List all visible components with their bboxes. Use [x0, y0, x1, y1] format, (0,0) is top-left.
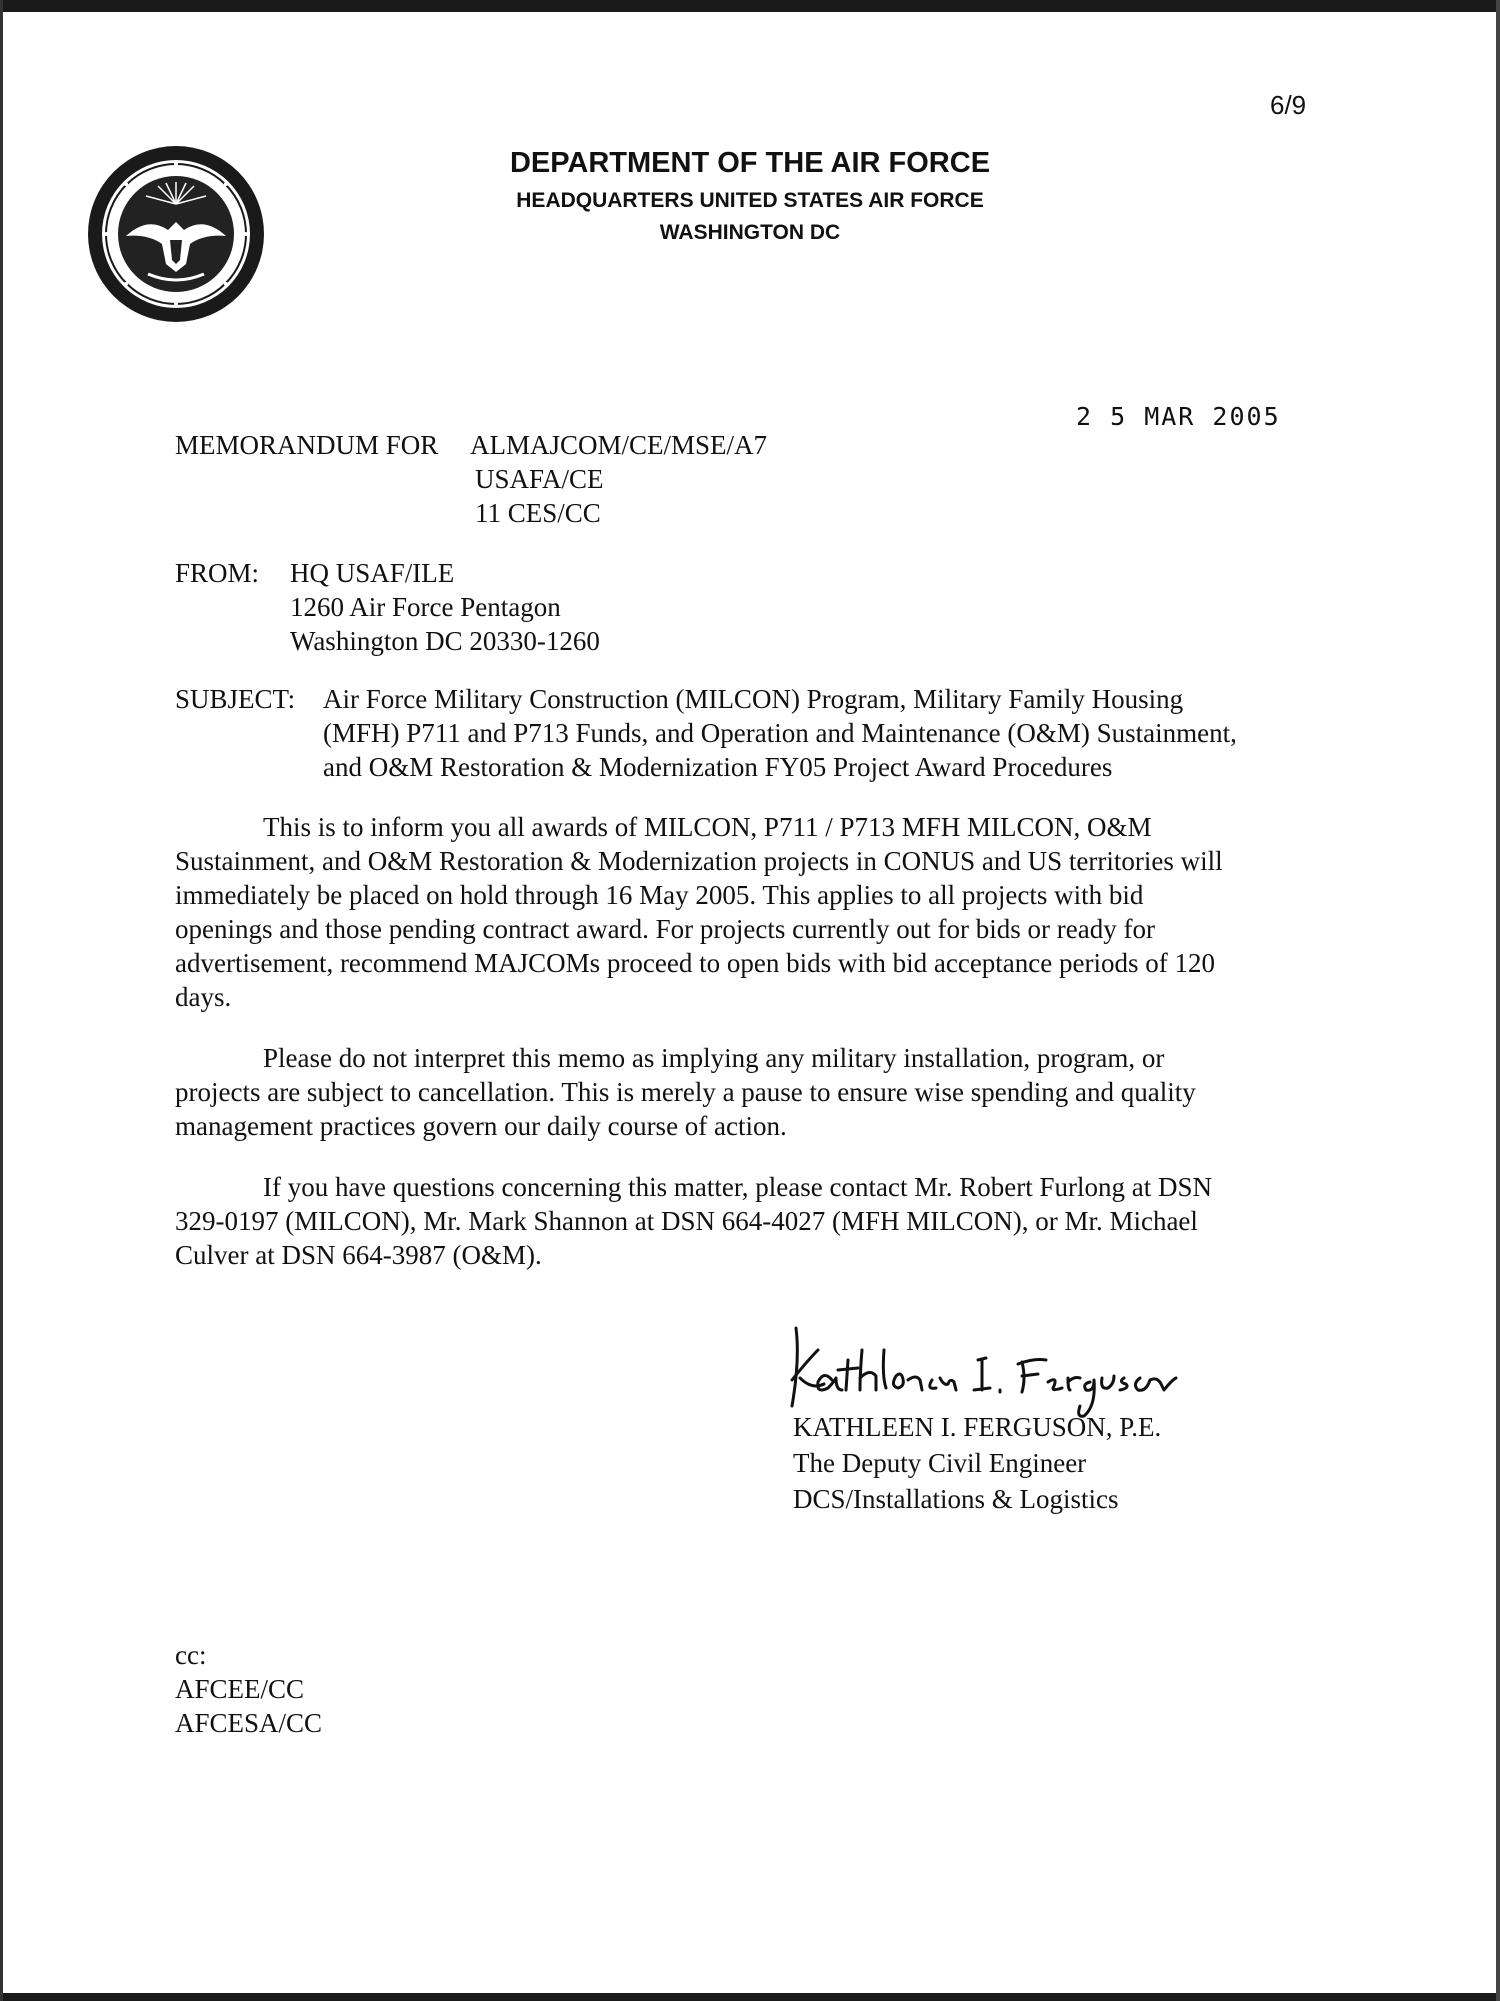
scan-top-border	[0, 0, 1500, 12]
page-number: 6/9	[1270, 90, 1307, 120]
cc-label: cc:	[175, 1640, 207, 1670]
paragraph-line: days.	[175, 982, 232, 1012]
memorandum-recipient: 11 CES/CC	[475, 498, 601, 528]
cc-recipient: AFCESA/CC	[175, 1708, 323, 1738]
cc-recipient: AFCEE/CC	[175, 1674, 305, 1704]
letterhead-location: WASHINGTON DC	[659, 221, 841, 244]
scan-right-edge	[1496, 0, 1500, 2001]
subject-line: and O&M Restoration & Modernization FY05 Project Award Procedures	[323, 752, 1113, 782]
memorandum-recipient: ALMAJCOM/CE/MSE/A7	[470, 430, 768, 460]
paragraph-line: projects are subject to cancellation. This is merely a pause to ensure wise spending and quality	[175, 1077, 1196, 1107]
from-line: HQ USAF/ILE	[290, 558, 455, 588]
paragraph-line: If you have questions concerning this matter, please contact Mr. Robert Furlong at DSN	[263, 1172, 1212, 1202]
body-paragraph-1	[175, 810, 1325, 1014]
from-line: 1260 Air Force Pentagon	[290, 592, 561, 622]
subject-line: Air Force Military Construction (MILCON) Program, Military Family Housing	[323, 684, 1184, 714]
headquarters-name: HEADQUARTERS UNITED STATES AIR FORCE	[516, 189, 984, 212]
scan-bottom-border	[0, 1993, 1500, 2001]
paragraph-line: Please do not interpret this memo as implying any military installation, program, or	[263, 1043, 1165, 1073]
paragraph-line: management practices govern our daily course of action.	[175, 1111, 787, 1141]
letterhead	[340, 146, 1160, 248]
body-paragraph-2	[175, 1041, 1325, 1143]
memorandum-recipient: USAFA/CE	[475, 464, 604, 494]
department-of-defense-seal-icon	[86, 144, 266, 324]
paragraph-line: Culver at DSN 664-3987 (O&M).	[175, 1240, 542, 1270]
signer-name: KATHLEEN I. FERGUSON, P.E.	[793, 1412, 1162, 1442]
signer-title: The Deputy Civil Engineer	[793, 1448, 1087, 1478]
paragraph-line: Sustainment, and O&M Restoration & Modernization projects in CONUS and US territories will	[175, 846, 1223, 876]
from-label: FROM:	[175, 558, 260, 588]
paragraph-line: immediately be placed on hold through 16 May 2005. This applies to all projects with bid	[175, 880, 1144, 910]
scan-left-edge	[0, 0, 3, 2001]
paragraph-line: advertisement, recommend MAJCOMs proceed to open bids with bid acceptance periods of 120	[175, 948, 1215, 978]
body-paragraph-3	[175, 1170, 1325, 1272]
paragraph-line: 329-0197 (MILCON), Mr. Mark Shannon at DSN 664-4027 (MFH MILCON), or Mr. Michael	[175, 1206, 1198, 1236]
memorandum-label: MEMORANDUM FOR	[175, 430, 439, 460]
from-line: Washington DC 20330-1260	[290, 626, 600, 656]
subject-label: SUBJECT:	[175, 684, 296, 714]
signer-office: DCS/Installations & Logistics	[793, 1484, 1119, 1514]
paragraph-line: This is to inform you all awards of MILCON, P711 / P713 MFH MILCON, O&M	[263, 812, 1152, 842]
date-stamp: 2 5 MAR 2005	[1076, 402, 1281, 431]
subject-line: (MFH) P711 and P713 Funds, and Operation and Maintenance (O&M) Sustainment,	[323, 718, 1237, 748]
paragraph-line: openings and those pending contract award. For projects currently out for bids or ready for	[175, 914, 1155, 944]
department-name: DEPARTMENT OF THE AIR FORCE	[509, 147, 991, 179]
